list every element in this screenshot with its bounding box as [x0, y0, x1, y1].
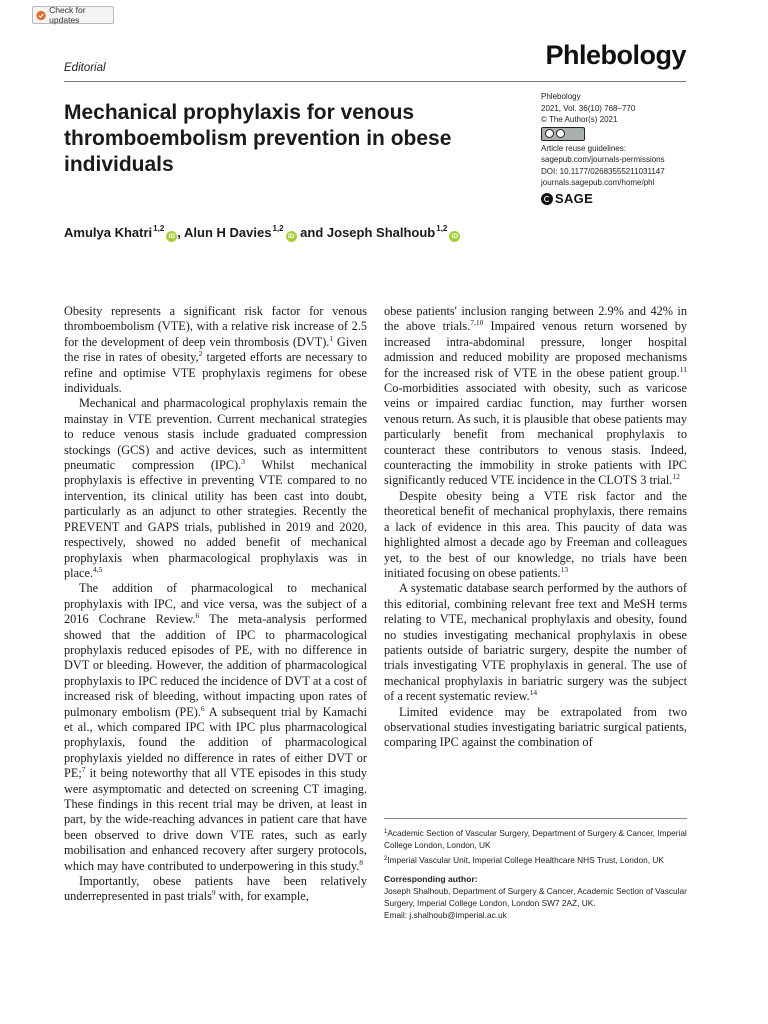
reference-marker[interactable]: 13: [560, 564, 569, 574]
orcid-icon[interactable]: iD: [449, 231, 460, 242]
body-column-left: [64, 304, 367, 905]
orcid-icon[interactable]: iD: [166, 231, 177, 242]
section-label: Editorial: [64, 62, 106, 74]
reference-marker[interactable]: 14: [529, 688, 538, 698]
footnotes: [384, 828, 694, 922]
author-name: Alun H Davies: [184, 225, 272, 240]
reference-marker[interactable]: 12: [672, 472, 680, 482]
journal-name: Phlebology: [545, 40, 686, 70]
reference-marker[interactable]: 7: [81, 765, 86, 775]
reference-marker[interactable]: 4,5: [93, 564, 103, 574]
check-updates-icon: [36, 10, 46, 21]
reference-marker[interactable]: 7,10: [470, 318, 484, 328]
by-icon: [556, 129, 565, 138]
body-paragraph: Despite obesity being a VTE risk factor and the theoretical benefit of mechanical prophylaxis, there remains a lack of evidence in this area. This paucity of data was highlighted almost a decade ago by Freeman and colleagues yet, to the best of our knowledge, no trials have been initiated focusing on obese patients.$^{13}$: [384, 488, 687, 580]
body-paragraph: Mechanical and pharmacological prophylaxis remain the mainstay in VTE prevention. Current mechanical strategies to reduce venous stasis include graduated compression stockings (GCS) and active devices, such as intermittent pneumatic compression (IPC).$^3$ Whilst mechanical prophylaxis is effective in preventing VTE compared to no intervention, its clinical utility has been cast into doubt, particularly as an adjunct to other strategies. Recently the PREVENT and GAPS trials, published in 2019 and 2020, respectively, showed no added benefit of mechanical prophylaxis when pharmacological prophylaxis was in place.$^{4,5}$: [64, 396, 367, 580]
corresponding-author-label: Corresponding author:: [384, 874, 478, 885]
body-paragraph: Limited evidence may be extrapolated from two observational studies investigating bariatric surgical patients, comparing IPC against the combination of: [384, 704, 687, 750]
meta-journal-link[interactable]: journals.sagepub.com/home/phl: [541, 178, 655, 187]
body-paragraph: The addition of pharmacological to mechanical prophylaxis with IPC, and vice versa, was the subject of a 2016 Cochrane Review.$^6$ The meta-analysis performed showed that the addition of IPC to pharmacological prophylaxis reduced episodes of PE, with no difference in DVT or bleeding. However, the addition of pharmacological prophylaxis to IPC reduced the incidence of DVT at a cost of increased risk of bleeding, without impacting upon rates of pulmonary embolism (PE).$^6$ A subsequent trial by Kamachi et al., which compared IPC with IPC plus pharmacological prophylaxis, found the addition of pharmacological prophylaxis yielded no difference in rates of either DVT or PE;$^7$ it being noteworthy that all VTE episodes in this study were asymptomatic and detected on screening CT imaging. These findings in this recent trial may be driven, at least in part, by the wide-reaching advances in patient care that have been observed to drive down VTE rates, such as early mobilisation and enhanced recovery after surgery protocols, which may have contributed to underpowering in this study.$^8$: [64, 581, 368, 873]
sage-mark-icon: [541, 193, 553, 205]
meta-reuse-label: Article reuse guidelines:: [541, 143, 626, 153]
orcid-icon[interactable]: iD: [286, 231, 297, 242]
sage-logo: SAGE: [541, 193, 711, 205]
meta-citation: 2021, Vol. 36(10) 768–770: [541, 103, 636, 113]
author-affiliation: 1,2: [272, 224, 284, 233]
affiliation-footnote: $^2$Imperial Vascular Unit, Imperial College Healthcare NHS Trust, London, UK: [384, 854, 664, 865]
reference-marker[interactable]: 3: [241, 457, 245, 467]
cc-icon: [545, 129, 554, 138]
author-affiliation: 1,2: [153, 224, 165, 233]
creative-commons-icon[interactable]: [541, 127, 585, 141]
check-updates-label: Check for updates: [49, 5, 86, 25]
header-divider: [64, 81, 686, 82]
author-name: Joseph Shalhoub: [326, 225, 436, 240]
body-paragraph: Importantly, obese patients have been relatively underrepresented in past trials$^9$ with, for example,: [64, 874, 367, 904]
check-for-updates-badge[interactable]: [32, 6, 114, 24]
author-list: [64, 224, 704, 242]
reference-marker[interactable]: 6: [195, 611, 200, 621]
article-title: Mechanical prophylaxis for venous thromboembolism prevention in obese individuals: [64, 101, 452, 176]
body-paragraph: Obesity represents a significant risk factor for venous thromboembolism (VTE), with a relative risk increase of 2.5 for the development of deep vein thrombosis (DVT).$^1$ Given the rise in rates of obesity,$^2$ targeted efforts are necessary to refine and optimise VTE prophylaxis regimens for obese individuals.: [64, 304, 367, 396]
affiliation-footnote: $^1$Academic Section of Vascular Surgery, Department of Surgery & Cancer, Imperial College London, London, UK: [384, 828, 687, 850]
article-metadata: [541, 91, 711, 205]
meta-copyright: © The Author(s) 2021: [541, 115, 618, 124]
body-column-right: [384, 304, 687, 751]
meta-reuse-link[interactable]: sagepub.com/journals-permissions: [541, 155, 665, 164]
reference-marker[interactable]: 2: [198, 349, 203, 359]
author-name: Amulya Khatri: [64, 225, 153, 240]
corresponding-author-address: Joseph Shalhoub, Department of Surgery & Cancer, Academic Section of Vascular Surgery, Imperial College London, London SW7 2AZ, UK.: [384, 886, 687, 908]
reference-marker[interactable]: 1: [329, 333, 334, 343]
reference-marker[interactable]: 8: [359, 857, 364, 867]
reference-marker[interactable]: 11: [679, 364, 687, 374]
body-paragraph: A systematic database search performed by the authors of this editorial, combining relevant free text and MeSH terms relating to VTE, mechanical prophylaxis and obesity, found no studies investigating mechanical prophylaxis in obese patients outside of bariatric surgery, despite the number of trials investigating VTE prophylaxis in general. The use of mechanical prophylaxis in bariatric surgery was the subject of a recent systematic review.$^{14}$: [384, 581, 687, 704]
reference-marker[interactable]: 9: [211, 888, 216, 898]
footnote-divider: [384, 818, 687, 819]
meta-doi[interactable]: DOI: 10.1177/02683555211031147: [541, 166, 665, 176]
body-paragraph: obese patients' inclusion ranging between 2.9% and 42% in the above trials.$^{7,10}$ Impaired venous return worsened by increased intra-abdominal pressure, longer hospital admission and reduced mobility are proposed mechanisms for the increased risk of VTE in the obese patient group.$^{11}$ Co-morbidities associated with obesity, such as varicose veins or impaired cardiac function, may further worsen venous return. As such, it is plausible that obese patients may particularly benefit from mechanical prophylaxis to counteract these contributors to venous stasis. Indeed, counteracting the immobility in stroke patients with IPC significantly reduced VTE incidence in the CLOTS 3 trial.$^{12}$: [384, 304, 687, 488]
author-separator: and: [296, 225, 327, 240]
meta-journal: Phlebology: [541, 92, 581, 101]
author-affiliation: 1,2: [436, 224, 448, 233]
reference-marker[interactable]: 6: [200, 703, 205, 713]
corresponding-author-email[interactable]: Email: j.shalhoub@imperial.ac.uk: [384, 909, 507, 920]
author-separator: ,: [177, 225, 185, 240]
